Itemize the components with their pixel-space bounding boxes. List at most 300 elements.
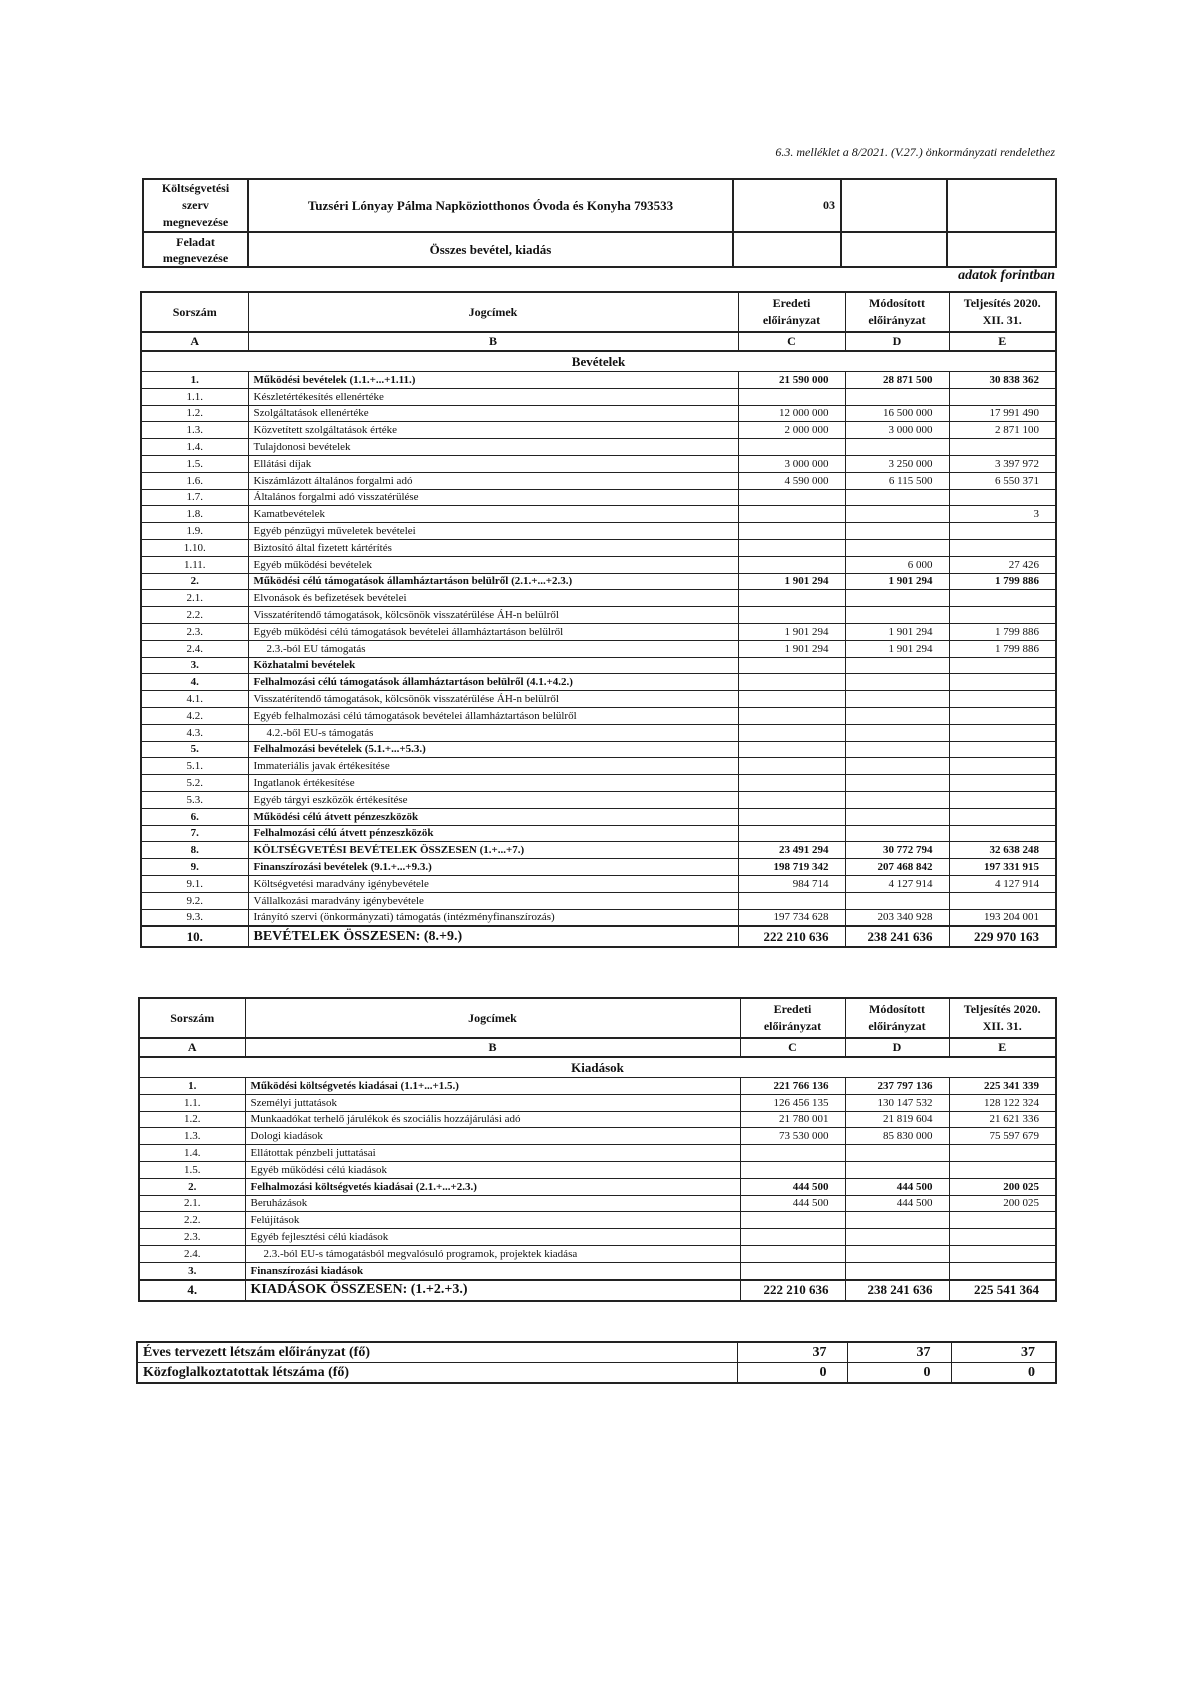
row-modositott [845,1145,949,1162]
table-row [141,808,1056,825]
row-number: 2.1. [139,1195,245,1212]
row-teljesites: 4 127 914 [949,875,1056,892]
row-title: Felhalmozási bevételek (5.1.+...+5.3.) [248,741,738,758]
expense-section-title: Kiadások [139,1057,1056,1078]
row-number: 2. [139,1178,245,1195]
row-number: 1.3. [139,1128,245,1145]
table-row [141,623,1056,640]
row-eredeti [740,1262,845,1279]
table-row [139,1212,1056,1229]
row-modositott [845,1245,949,1262]
row-eredeti [738,892,845,909]
row-eredeti: 984 714 [738,875,845,892]
row-title: Működési bevételek (1.1.+...+1.11.) [248,372,738,389]
row-number: 9.3. [141,909,248,926]
row-number: 2.4. [139,1245,245,1262]
row-number: 1.10. [141,539,248,556]
row-eredeti [738,388,845,405]
row-number: 5.1. [141,758,248,775]
row-modositott: 444 500 [845,1195,949,1212]
row-title: Működési költségvetés kiadásai (1.1+...+1.5.) [245,1078,740,1095]
row-modositott: 6 000 [845,556,949,573]
row-teljesites [949,1229,1056,1246]
row-title: Egyéb felhalmozási célú támogatások bevételei államháztartáson belülről [248,707,738,724]
row-title: Irányító szervi (önkormányzati) támogatás (intézményfinanszírozás) [248,909,738,926]
row-title: Általános forgalmi adó visszatérülése [248,489,738,506]
table-row [141,372,1056,389]
row-teljesites: 193 204 001 [949,909,1056,926]
row-teljesites: 75 597 679 [949,1128,1056,1145]
row-title: 2.3.-ból EU támogatás [248,640,738,657]
table-row [141,926,1056,947]
col-modositott: Módosított előirányzat [845,292,949,332]
annex-reference: 6.3. melléklet a 8/2021. (V.27.) önkormányzati rendelethez [775,145,1055,159]
row-number: 2.3. [141,623,248,640]
row-title: Működési célú támogatások államháztartáson belülről (2.1.+...+2.3.) [248,573,738,590]
row-modositott [845,741,949,758]
row-title: Szolgáltatások ellenértéke [248,405,738,422]
row-number: 1. [141,372,248,389]
row-modositott: 130 147 532 [845,1094,949,1111]
staff-label: Éves tervezett létszám előirányzat (fő) [137,1342,737,1363]
table-row [141,489,1056,506]
table-row [141,657,1056,674]
col-jogcimek: Jogcímek [248,292,738,332]
row-title: Munkaadókat terhelő járulékok és szociális hozzájárulási adó [245,1111,740,1128]
table-row [141,539,1056,556]
row-eredeti [738,691,845,708]
row-eredeti: 1 901 294 [738,573,845,590]
row-eredeti [738,724,845,741]
row-title: Felújítások [245,1212,740,1229]
table-row [141,842,1056,859]
row-number: 4.1. [141,691,248,708]
table-row [141,691,1056,708]
col-letter-c: C [738,332,845,351]
row-number: 1.5. [139,1161,245,1178]
row-eredeti [738,556,845,573]
col-letter-e: E [949,332,1056,351]
unit-note: adatok forintban [958,268,1055,283]
row-modositott: 207 468 842 [845,859,949,876]
row-teljesites: 197 331 915 [949,859,1056,876]
row-modositott [845,607,949,624]
row-modositott: 16 500 000 [845,405,949,422]
table-row [141,674,1056,691]
row-teljesites [949,674,1056,691]
org-empty-1 [841,179,947,232]
table-row [141,892,1056,909]
row-modositott: 444 500 [845,1178,949,1195]
table-row [141,825,1056,842]
row-number: 3. [141,657,248,674]
row-eredeti: 4 590 000 [738,472,845,489]
table-row [139,1178,1056,1195]
row-number: 5. [141,741,248,758]
row-number: 4. [139,1280,245,1301]
table-row [139,1111,1056,1128]
row-eredeti [738,707,845,724]
row-modositott [845,539,949,556]
row-eredeti: 221 766 136 [740,1078,845,1095]
row-teljesites [949,489,1056,506]
row-number: 6. [141,808,248,825]
expense-table [138,997,1057,1302]
row-eredeti: 444 500 [740,1178,845,1195]
row-modositott: 1 901 294 [845,623,949,640]
row-eredeti: 21 780 001 [740,1111,845,1128]
row-modositott [845,523,949,540]
row-title: Egyéb tárgyi eszközök értékesítése [248,791,738,808]
col-sorszam: Sorszám [141,292,248,332]
row-title: Költségvetési maradvány igénybevétele [248,875,738,892]
row-teljesites [949,808,1056,825]
col-sorszam: Sorszám [139,998,245,1038]
row-title: Visszatérítendő támogatások, kölcsönök visszatérülése ÁH-n belülről [248,691,738,708]
table-row [141,472,1056,489]
row-number: 1.11. [141,556,248,573]
table-row [141,573,1056,590]
row-teljesites: 229 970 163 [949,926,1056,947]
table-row [139,1229,1056,1246]
row-number: 9. [141,859,248,876]
row-modositott: 30 772 794 [845,842,949,859]
row-teljesites: 3 [949,506,1056,523]
row-title: Felhalmozási célú átvett pénzeszközök [248,825,738,842]
row-number: 1.4. [141,439,248,456]
row-modositott: 203 340 928 [845,909,949,926]
table-row [139,1280,1056,1301]
table-row [141,506,1056,523]
table-row [139,1145,1056,1162]
table-row [141,758,1056,775]
col-letter-d: D [845,332,949,351]
row-title: Egyéb működési bevételek [248,556,738,573]
task-empty-3 [947,232,1056,267]
row-number: 1.1. [141,388,248,405]
row-number: 2.3. [139,1229,245,1246]
row-title: Ellátási díjak [248,455,738,472]
row-eredeti: 1 901 294 [738,640,845,657]
row-title: Közhatalmi bevételek [248,657,738,674]
row-modositott [845,674,949,691]
col-teljesites: Teljesítés 2020. XII. 31. [949,998,1056,1038]
table-row [139,1078,1056,1095]
row-teljesites: 21 621 336 [949,1111,1056,1128]
row-teljesites: 3 397 972 [949,455,1056,472]
row-number: 1.2. [139,1111,245,1128]
staff-eredeti: 0 [737,1363,847,1384]
col-jogcimek: Jogcímek [245,998,740,1038]
row-number: 1.7. [141,489,248,506]
row-eredeti [738,791,845,808]
row-eredeti: 2 000 000 [738,422,845,439]
row-teljesites: 200 025 [949,1195,1056,1212]
row-modositott: 237 797 136 [845,1078,949,1095]
row-teljesites [949,775,1056,792]
row-teljesites [949,691,1056,708]
row-number: 8. [141,842,248,859]
row-teljesites [949,707,1056,724]
row-title: Egyéb működési célú kiadások [245,1161,740,1178]
row-teljesites [949,439,1056,456]
table-row [141,590,1056,607]
org-empty-2 [947,179,1056,232]
row-title: KIADÁSOK ÖSSZESEN: (1.+2.+3.) [245,1280,740,1301]
row-modositott: 6 115 500 [845,472,949,489]
row-eredeti: 197 734 628 [738,909,845,926]
table-row [141,422,1056,439]
table-row [139,1245,1056,1262]
table-row [139,1262,1056,1279]
row-number: 2.1. [141,590,248,607]
table-row [141,775,1056,792]
row-eredeti [740,1145,845,1162]
row-modositott [845,439,949,456]
row-teljesites [949,1212,1056,1229]
staff-modositott: 0 [847,1363,951,1384]
row-number: 9.1. [141,875,248,892]
row-teljesites [949,1161,1056,1178]
row-title: 2.3.-ból EU-s támogatásból megvalósuló programok, projektek kiadása [245,1245,740,1262]
row-modositott: 85 830 000 [845,1128,949,1145]
row-teljesites [949,1245,1056,1262]
row-teljesites: 2 871 100 [949,422,1056,439]
table-row [141,875,1056,892]
row-eredeti: 198 719 342 [738,859,845,876]
table-row [139,1195,1056,1212]
row-teljesites: 1 799 886 [949,623,1056,640]
table-row [141,909,1056,926]
row-teljesites [949,590,1056,607]
col-eredeti: Eredeti előirányzat [740,998,845,1038]
row-title: 4.2.-ből EU-s támogatás [248,724,738,741]
row-modositott [845,1229,949,1246]
row-title: Immateriális javak értékesítése [248,758,738,775]
row-title: Finanszírozási kiadások [245,1262,740,1279]
row-number: 1.8. [141,506,248,523]
row-title: Ingatlanok értékesítése [248,775,738,792]
row-teljesites [949,607,1056,624]
table-row [141,439,1056,456]
row-title: Finanszírozási bevételek (9.1.+...+9.3.) [248,859,738,876]
row-modositott [845,775,949,792]
row-modositott [845,1262,949,1279]
col-letter-c: C [740,1038,845,1057]
row-title: Vállalkozási maradvány igénybevétele [248,892,738,909]
row-number: 2. [141,573,248,590]
row-teljesites: 17 991 490 [949,405,1056,422]
row-eredeti [738,489,845,506]
staff-row [137,1342,1056,1363]
row-number: 1.1. [139,1094,245,1111]
header-table [142,178,1057,268]
col-letter-b: B [248,332,738,351]
row-eredeti [738,506,845,523]
row-title: Ellátottak pénzbeli juttatásai [245,1145,740,1162]
row-modositott [845,388,949,405]
row-eredeti [738,758,845,775]
table-row [141,741,1056,758]
row-eredeti [738,523,845,540]
row-number: 3. [139,1262,245,1279]
row-teljesites: 225 541 364 [949,1280,1056,1301]
row-modositott [845,724,949,741]
row-eredeti: 3 000 000 [738,455,845,472]
row-number: 4.3. [141,724,248,741]
row-title: Kiszámlázott általános forgalmi adó [248,472,738,489]
org-code: 03 [733,179,841,232]
row-title: Visszatérítendő támogatások, kölcsönök visszatérülése ÁH-n belülről [248,607,738,624]
row-eredeti [738,808,845,825]
table-row [139,1094,1056,1111]
row-eredeti [738,775,845,792]
org-label: Költségvetési szerv megnevezése [143,179,248,232]
row-teljesites: 32 638 248 [949,842,1056,859]
row-modositott [845,758,949,775]
row-teljesites [949,724,1056,741]
row-number: 1.4. [139,1145,245,1162]
row-eredeti [738,590,845,607]
expense-rows [139,1078,1056,1301]
row-teljesites [949,741,1056,758]
row-title: Egyéb fejlesztési célú kiadások [245,1229,740,1246]
row-eredeti: 444 500 [740,1195,845,1212]
row-teljesites: 128 122 324 [949,1094,1056,1111]
table-row [141,455,1056,472]
row-modositott [845,657,949,674]
row-modositott [845,590,949,607]
row-modositott: 21 819 604 [845,1111,949,1128]
staff-label: Közfoglalkoztatottak létszáma (fő) [137,1363,737,1384]
row-number: 1.5. [141,455,248,472]
row-teljesites [949,388,1056,405]
row-modositott: 3 000 000 [845,422,949,439]
row-modositott: 3 250 000 [845,455,949,472]
col-modositott: Módosított előirányzat [845,998,949,1038]
row-modositott [845,791,949,808]
row-title: Egyéb pénzügyi műveletek bevételei [248,523,738,540]
row-modositott [845,489,949,506]
row-eredeti [740,1245,845,1262]
row-modositott: 4 127 914 [845,875,949,892]
col-eredeti: Eredeti előirányzat [738,292,845,332]
table-row [141,607,1056,624]
row-number: 2.2. [139,1212,245,1229]
row-number: 10. [141,926,248,947]
staff-teljesites: 37 [951,1342,1056,1363]
row-title: Felhalmozási költségvetés kiadásai (2.1.+...+2.3.) [245,1178,740,1195]
table-row [139,1161,1056,1178]
row-teljesites [949,523,1056,540]
table-row [141,859,1056,876]
row-eredeti [738,674,845,691]
row-title: KÖLTSÉGVETÉSI BEVÉTELEK ÖSSZESEN (1.+...+7.) [248,842,738,859]
row-modositott: 28 871 500 [845,372,949,389]
row-eredeti [740,1229,845,1246]
row-modositott [845,1212,949,1229]
row-number: 4.2. [141,707,248,724]
row-number: 7. [141,825,248,842]
row-modositott [845,691,949,708]
row-title: Biztosító által fizetett kártérítés [248,539,738,556]
task-empty-2 [841,232,947,267]
row-teljesites [949,1262,1056,1279]
table-row [141,405,1056,422]
row-modositott [845,825,949,842]
col-letter-a: A [139,1038,245,1057]
row-number: 5.2. [141,775,248,792]
col-letter-d: D [845,1038,949,1057]
row-eredeti [740,1161,845,1178]
row-teljesites [949,791,1056,808]
staff-teljesites: 0 [951,1363,1056,1384]
row-teljesites: 27 426 [949,556,1056,573]
row-modositott [845,808,949,825]
income-rows [141,372,1056,948]
row-number: 1.6. [141,472,248,489]
row-eredeti: 222 210 636 [738,926,845,947]
row-eredeti [738,741,845,758]
row-title: Beruházások [245,1195,740,1212]
row-teljesites: 1 799 886 [949,640,1056,657]
table-row [141,791,1056,808]
row-teljesites [949,758,1056,775]
table-row [141,523,1056,540]
table-row [141,388,1056,405]
row-eredeti: 73 530 000 [740,1128,845,1145]
row-eredeti [738,607,845,624]
row-title: Tulajdonosi bevételek [248,439,738,456]
row-modositott: 238 241 636 [845,1280,949,1301]
task-label: Feladat megnevezése [143,232,248,267]
row-modositott [845,707,949,724]
row-title: Elvonások és befizetések bevételei [248,590,738,607]
col-letter-e: E [949,1038,1056,1057]
row-title: Dologi kiadások [245,1128,740,1145]
staff-row [137,1363,1056,1384]
row-number: 2.4. [141,640,248,657]
income-section-title: Bevételek [141,351,1056,372]
table-row [139,1128,1056,1145]
row-teljesites [949,657,1056,674]
row-teljesites: 1 799 886 [949,573,1056,590]
row-number: 1.9. [141,523,248,540]
row-title: Közvetített szolgáltatások értéke [248,422,738,439]
staff-eredeti: 37 [737,1342,847,1363]
row-number: 9.2. [141,892,248,909]
row-eredeti [740,1212,845,1229]
row-title: Kamatbevételek [248,506,738,523]
task-empty-1 [733,232,841,267]
staff-modositott: 37 [847,1342,951,1363]
row-eredeti [738,439,845,456]
row-number: 1. [139,1078,245,1095]
org-name: Tuzséri Lónyay Pálma Napköziotthonos Óvoda és Konyha 793533 [248,179,733,232]
row-title: Működési célú átvett pénzeszközök [248,808,738,825]
row-eredeti: 1 901 294 [738,623,845,640]
table-row [141,707,1056,724]
col-letter-b: B [245,1038,740,1057]
row-number: 4. [141,674,248,691]
row-title: Egyéb működési célú támogatások bevételei államháztartáson belülről [248,623,738,640]
row-number: 1.3. [141,422,248,439]
row-eredeti: 12 000 000 [738,405,845,422]
col-letter-a: A [141,332,248,351]
row-title: Személyi juttatások [245,1094,740,1111]
row-teljesites [949,825,1056,842]
task-name: Összes bevétel, kiadás [248,232,733,267]
